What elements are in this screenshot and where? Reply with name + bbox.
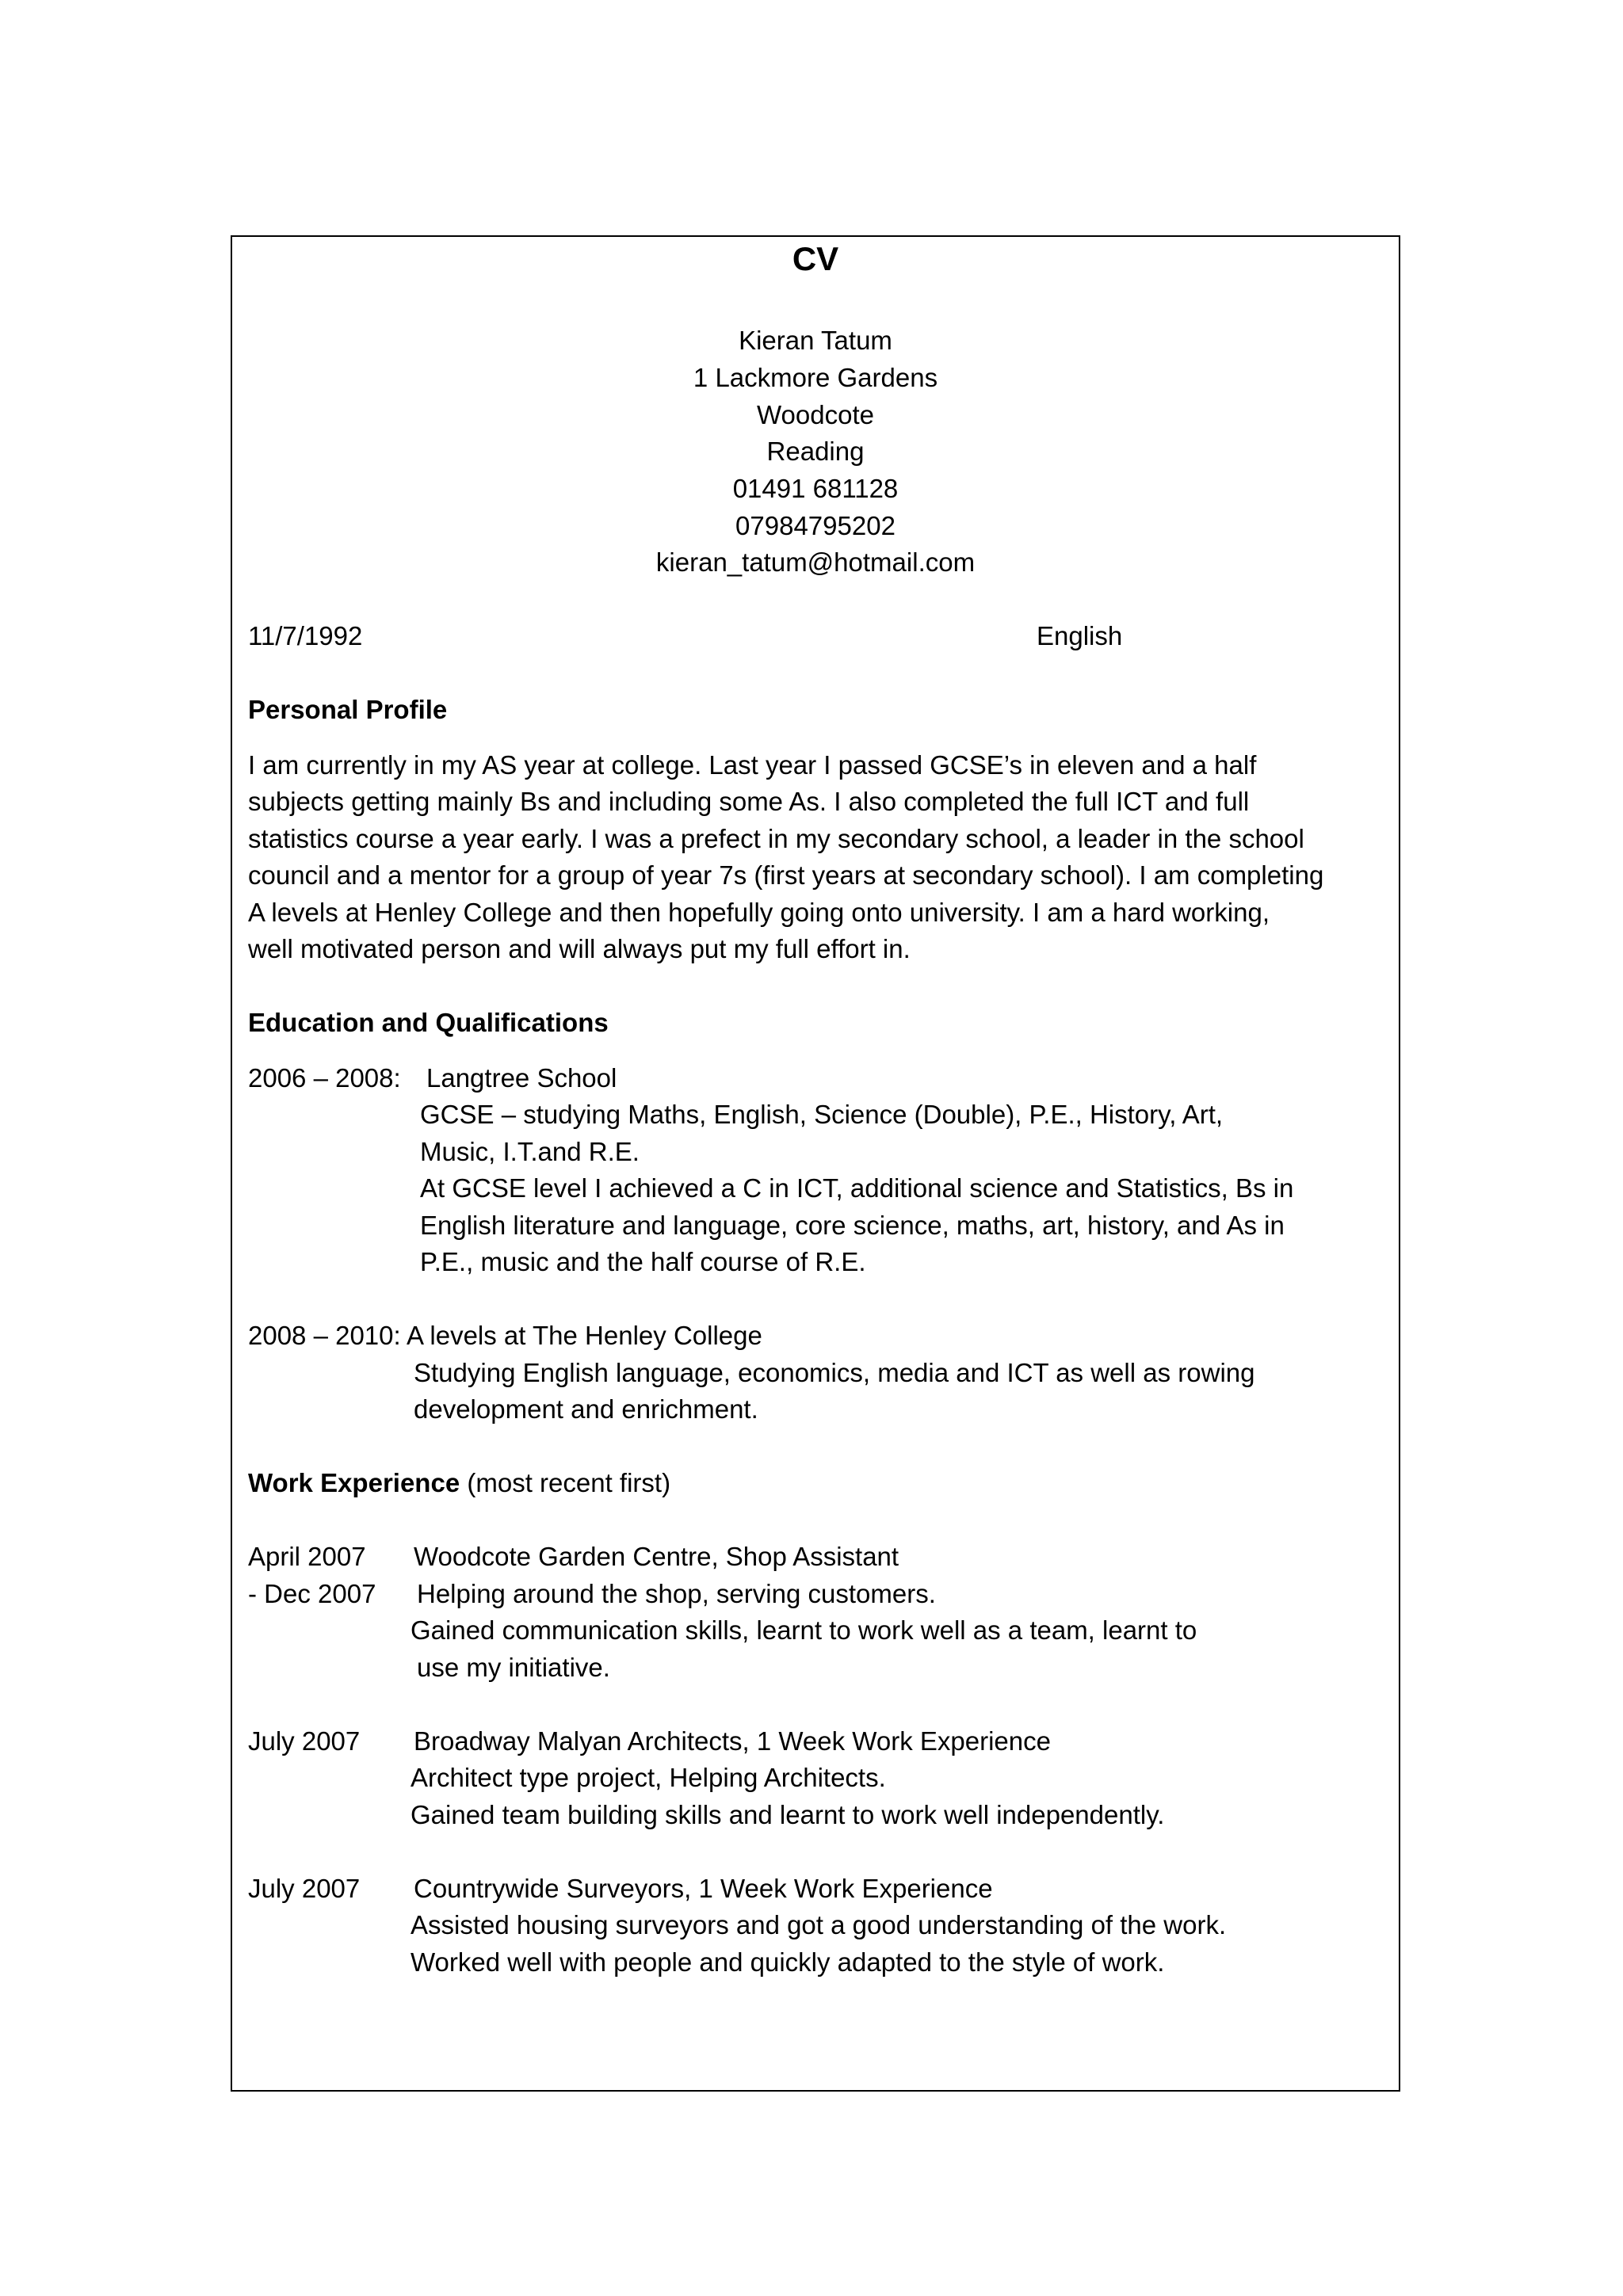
education-detail-line: At GCSE level I achieved a C in ICT, additional science and Statistics, Bs in [420,1173,1294,1203]
job-date-end: - Dec 2007 [248,1579,376,1608]
contact-address-line-2: Woodcote [757,400,874,429]
work-heading-note: (most recent first) [467,1468,671,1497]
section-heading-education: Education and Qualifications [248,1008,609,1037]
nationality: English [1037,621,1123,650]
job-date: July 2007 [248,1726,361,1756]
profile-line: I am currently in my AS year at college. Last year I passed GCSE’s in eleven and a half [248,750,1257,780]
profile-line: council and a mentor for a group of year 7s (first years at secondary school). I am completing [248,860,1324,890]
education-dates: 2006 – 2008: [248,1063,401,1093]
job-date-start: April 2007 [248,1542,366,1571]
education-school: Langtree School [426,1063,617,1093]
profile-line: A levels at Henley College and then hopefully going onto university. I am a hard working, [248,898,1270,927]
cv-document [231,235,1400,2092]
profile-line: well motivated person and will always put my full effort in. [248,934,911,963]
job-detail-line: Worked well with people and quickly adapted to the style of work. [411,1947,1165,1977]
education-detail-line: development and enrichment. [414,1394,758,1424]
job-detail-line: Architect type project, Helping Architects. [411,1763,886,1792]
education-detail-line: P.E., music and the half course of R.E. [420,1247,866,1276]
job-title: Woodcote Garden Centre, Shop Assistant [414,1542,899,1571]
education-detail-line: Studying English language, economics, media and ICT as well as rowing [414,1358,1255,1387]
job-detail-line: Gained communication skills, learnt to work well as a team, learnt to [411,1615,1197,1645]
date-of-birth: 11/7/1992 [248,621,363,650]
section-heading-personal-profile: Personal Profile [248,695,448,724]
job-title: Broadway Malyan Architects, 1 Week Work Experience [414,1726,1051,1756]
work-heading-text: Work Experience [248,1468,460,1497]
profile-line: statistics course a year early. I was a prefect in my secondary school, a leader in the school [248,824,1304,853]
contact-phone-1: 01491 681128 [732,474,899,503]
job-detail-line: Assisted housing surveyors and got a good understanding of the work. [411,1910,1227,1939]
education-entry-header: 2008 – 2010: A levels at The Henley College [248,1321,762,1350]
education-detail-line: Music, I.T.and R.E. [420,1137,640,1166]
cv-title: CV [792,240,839,277]
contact-phone-2: 07984795202 [735,511,896,540]
job-title: Countrywide Surveyors, 1 Week Work Experience [414,1874,993,1903]
profile-line: subjects getting mainly Bs and including some As. I also completed the full ICT and full [248,787,1250,816]
contact-name: Kieran Tatum [739,326,892,355]
contact-address-line-3: Reading [766,437,865,466]
education-detail-line: GCSE – studying Maths, English, Science (Double), P.E., History, Art, [420,1100,1224,1129]
education-detail-line: English literature and language, core science, maths, art, history, and As in [420,1211,1285,1240]
job-detail-line: Helping around the shop, serving customers. [417,1579,936,1608]
section-heading-work-experience [248,1465,670,1501]
job-detail-line: Gained team building skills and learnt to work well independently. [411,1800,1165,1829]
job-date: July 2007 [248,1874,361,1903]
job-detail-line: use my initiative. [417,1653,610,1682]
contact-email: kieran_tatum@hotmail.com [655,547,976,577]
contact-address-line-1: 1 Lackmore Gardens [693,363,938,392]
